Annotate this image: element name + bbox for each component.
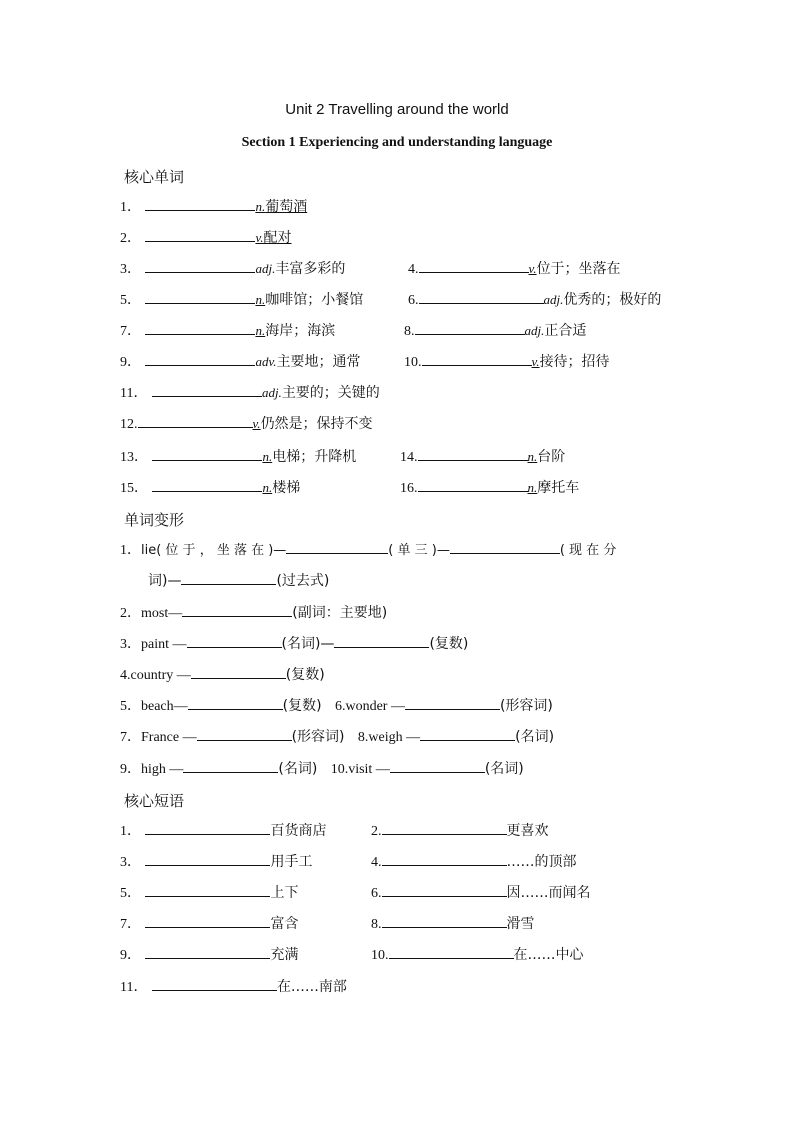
answer-blank[interactable]	[181, 570, 276, 585]
phrase-item-4: 4. ……的顶部	[371, 851, 577, 873]
forms-item-4: 4.country — (复数)	[120, 664, 325, 686]
answer-blank[interactable]	[419, 258, 529, 273]
answer-blank[interactable]	[187, 633, 282, 648]
answer-blank[interactable]	[152, 446, 262, 461]
answer-blank[interactable]	[182, 602, 292, 617]
answer-blank[interactable]	[389, 944, 514, 959]
answer-blank[interactable]	[145, 320, 255, 335]
vocab-item-11: 11． adj.主要的；关键的	[120, 382, 380, 404]
phrase-item-5: 5． 上下	[120, 882, 298, 904]
answer-blank[interactable]	[188, 695, 283, 710]
vocab-item-14: 14. n.台阶	[400, 446, 565, 468]
forms-item-1: 1．lie( 位 于 ， 坐 落 在 )— ( 单 三 )— ( 现 在 分	[120, 539, 616, 561]
phrase-item-9: 9． 充满	[120, 944, 298, 966]
answer-blank[interactable]	[152, 382, 262, 397]
answer-blank[interactable]	[145, 227, 255, 242]
vocab-item-1: 1． n.葡萄酒	[120, 196, 307, 218]
forms-item-9: 9．high — (名词) 10.visit — (名词)	[120, 758, 524, 780]
answer-blank[interactable]	[145, 289, 255, 304]
answer-blank[interactable]	[418, 446, 528, 461]
vocab-item-2: 2． v.配对	[120, 227, 292, 249]
forms-item-7: 7．France — (形容词) 8.weigh — (名词)	[120, 726, 554, 748]
answer-blank[interactable]	[390, 758, 485, 773]
answer-blank[interactable]	[145, 913, 270, 928]
vocab-heading: 核心单词	[124, 168, 185, 186]
phrase-item-10: 10. 在……中心	[371, 944, 584, 966]
phrase-item-11: 11． 在……南部	[120, 976, 347, 998]
vocab-item-6: 6. adj.优秀的；极好的	[408, 289, 661, 311]
vocab-item-7: 7． n.海岸；海滨	[120, 320, 335, 342]
answer-blank[interactable]	[145, 851, 270, 866]
forms-item-3: 3．paint — (名词)— (复数)	[120, 633, 468, 655]
page-title: Unit 2 Travelling around the world	[285, 101, 509, 118]
answer-blank[interactable]	[145, 820, 270, 835]
vocab-item-8: 8. adj.正合适	[404, 320, 586, 342]
vocab-item-16: 16. n.摩托车	[400, 477, 579, 499]
answer-blank[interactable]	[419, 289, 544, 304]
section-title: Section 1 Experiencing and understanding language	[241, 135, 553, 150]
phrase-item-8: 8. 滑雪	[371, 913, 535, 935]
vocab-item-4: 4. v.位于；坐落在	[408, 258, 621, 280]
answer-blank[interactable]	[286, 539, 388, 554]
answer-blank[interactable]	[145, 258, 255, 273]
vocab-item-10: 10. v.接待；招待	[404, 351, 610, 373]
answer-blank[interactable]	[183, 758, 278, 773]
answer-blank[interactable]	[418, 477, 528, 492]
answer-blank[interactable]	[422, 351, 532, 366]
phrase-item-2: 2. 更喜欢	[371, 820, 549, 842]
answer-blank[interactable]	[152, 477, 262, 492]
answer-blank[interactable]	[138, 413, 253, 428]
forms-item-5: 5．beach— (复数) 6.wonder — (形容词)	[120, 695, 553, 717]
vocab-item-9: 9． adv.主要地；通常	[120, 351, 361, 373]
answer-blank[interactable]	[450, 539, 560, 554]
vocab-item-13: 13． n.电梯；升降机	[120, 446, 356, 468]
vocab-item-3: 3． adj.丰富多彩的	[120, 258, 345, 280]
answer-blank[interactable]	[382, 913, 507, 928]
vocab-item-12: 12. v.仍然是；保持不变	[120, 413, 373, 435]
phrases-heading: 核心短语	[124, 792, 185, 810]
answer-blank[interactable]	[145, 351, 255, 366]
phrase-item-7: 7． 富含	[120, 913, 298, 935]
answer-blank[interactable]	[145, 196, 255, 211]
phrase-item-6: 6. 因……而闻名	[371, 882, 591, 904]
forms-item-2: 2．most— (副词：主要地)	[120, 602, 387, 624]
answer-blank[interactable]	[191, 664, 286, 679]
answer-blank[interactable]	[334, 633, 429, 648]
answer-blank[interactable]	[382, 851, 507, 866]
forms-heading: 单词变形	[124, 511, 185, 529]
answer-blank[interactable]	[145, 944, 270, 959]
phrase-item-1: 1． 百货商店	[120, 820, 326, 842]
vocab-item-15: 15． n.楼梯	[120, 477, 300, 499]
forms-item-1-cont: 词)— (过去式)	[148, 570, 329, 591]
answer-blank[interactable]	[152, 976, 277, 991]
answer-blank[interactable]	[382, 882, 507, 897]
answer-blank[interactable]	[420, 726, 515, 741]
phrase-item-3: 3． 用手工	[120, 851, 312, 873]
vocab-item-5: 5． n.咖啡馆；小餐馆	[120, 289, 363, 311]
answer-blank[interactable]	[382, 820, 507, 835]
answer-blank[interactable]	[145, 882, 270, 897]
answer-blank[interactable]	[197, 726, 292, 741]
answer-blank[interactable]	[405, 695, 500, 710]
answer-blank[interactable]	[415, 320, 525, 335]
